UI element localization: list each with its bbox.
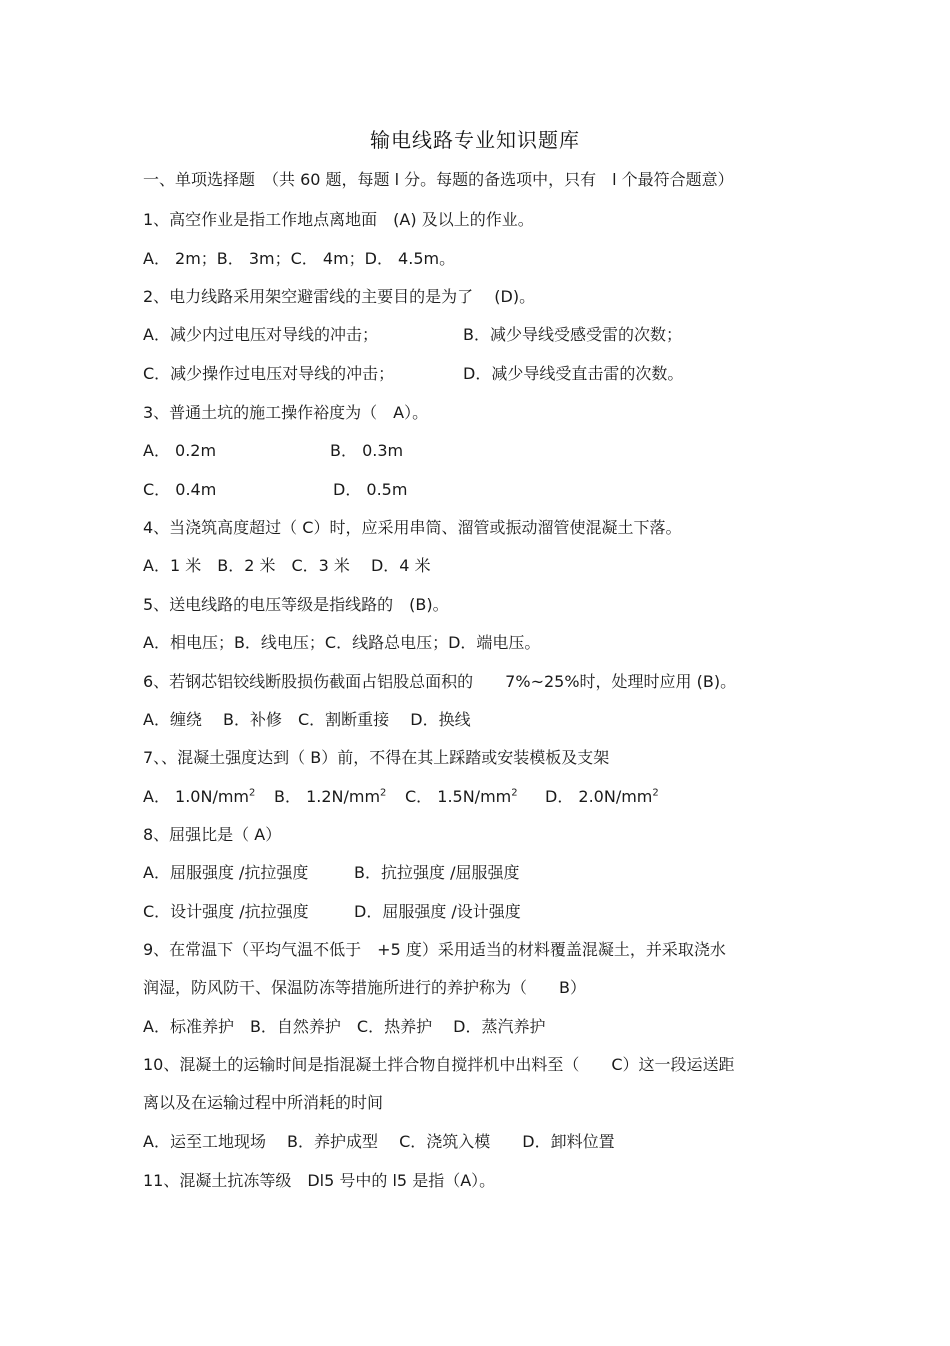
- question-5-stem: 5、送电线路的电压等级是指线路的 (B)。: [143, 595, 449, 614]
- question-6-stem: 6、若钢芯铝铰线断股损伤截面占铝股总面积的 7%~25%时，处理时应用 (B)。: [143, 672, 737, 691]
- question-3-option-c: C． 0.4m: [143, 480, 217, 499]
- question-2-option-c: C．减少操作过电压对导线的冲击；: [143, 364, 395, 383]
- question-8-option-c: C．设计强度 /抗拉强度: [143, 902, 309, 921]
- question-2-option-d: D．减少导线受直击雷的次数。: [463, 364, 684, 383]
- question-10-stem-line-2: 离以及在运输过程中所消耗的时间: [143, 1093, 384, 1112]
- question-8-option-d: D．屈服强度 /设计强度: [354, 902, 521, 921]
- question-2-option-a: A．减少内过电压对导线的冲击；: [143, 325, 378, 344]
- superscript-2: 2: [380, 787, 387, 799]
- question-7-stem: 7、、混凝土强度达到（ B）前，不得在其上踩踏或安装模板及支架: [143, 748, 610, 767]
- question-3-option-a: A． 0.2m: [143, 441, 217, 460]
- question-4-stem: 4、当浇筑高度超过（ C）时，应采用串筒、溜管或振动溜管使混凝土下落。: [143, 518, 682, 537]
- question-9-stem-line-1: 9、在常温下（平均气温不低于 +5 度）采用适当的材料覆盖混凝土，并采取浇水: [143, 940, 726, 959]
- document-title: 输电线路专业知识题库: [370, 128, 580, 152]
- question-7-option-d: D． $2.0N/mm^2$: [545, 787, 659, 806]
- question-5-options: A．相电压；B．线电压；C．线路总电压；D．端电压。: [143, 633, 541, 652]
- question-1-options: A． 2m；B． 3m；C． 4m；D． 4.5m。: [143, 249, 456, 268]
- question-9-options: A．标准养护 B．自然养护 C．热养护 D．蒸汽养护: [143, 1017, 546, 1036]
- superscript-2: 2: [249, 787, 256, 799]
- question-6-options: A．缠绕 B．补修 C．割断重接 D．换线: [143, 710, 471, 729]
- question-4-options: A．1 米 B．2 米 C．3 米 D．4 米: [143, 556, 431, 575]
- question-7-option-b: B． $1.2N/mm^2$: [274, 787, 387, 806]
- question-10-options: A．运至工地现场 B．养护成型 C．浇筑入模 D．卸料位置: [143, 1132, 615, 1151]
- question-10-stem-line-1: 10、混凝土的运输时间是指混凝土拌合物自搅拌机中出料至（ C）这一段运送距: [143, 1055, 735, 1074]
- superscript-2: 2: [652, 787, 659, 799]
- question-8-option-b: B．抗拉强度 /屈服强度: [354, 863, 520, 882]
- question-3-option-b: B． 0.3m: [330, 441, 404, 460]
- question-3-option-d: D． 0.5m: [333, 480, 408, 499]
- superscript-2: 2: [511, 787, 518, 799]
- section-heading: 一、单项选择题 （共 60 题，每题 l 分。每题的备选项中，只有 l 个最符合题意）: [143, 170, 734, 189]
- question-7-option-c: C． $1.5N/mm^2$: [405, 787, 518, 806]
- question-2-option-b: B．减少导线受感受雷的次数；: [463, 325, 682, 344]
- question-2-stem: 2、电力线路采用架空避雷线的主要目的是为了 (D)。: [143, 287, 536, 306]
- question-8-stem: 8、屈强比是（ A）: [143, 825, 282, 844]
- question-11-stem: 11、混凝土抗冻等级 Dl5 号中的 l5 是指（A）。: [143, 1171, 496, 1190]
- question-8-option-a: A．屈服强度 /抗拉强度: [143, 863, 309, 882]
- question-3-stem: 3、普通土坑的施工操作裕度为（ A）。: [143, 403, 429, 422]
- question-7-option-a: A． $1.0N/mm^2$: [143, 787, 256, 806]
- question-9-stem-line-2: 润湿，防风防干、保温防冻等措施所进行的养护称为（ B）: [143, 978, 586, 997]
- question-1-stem: 1、高空作业是指工作地点离地面 (A) 及以上的作业。: [143, 210, 534, 229]
